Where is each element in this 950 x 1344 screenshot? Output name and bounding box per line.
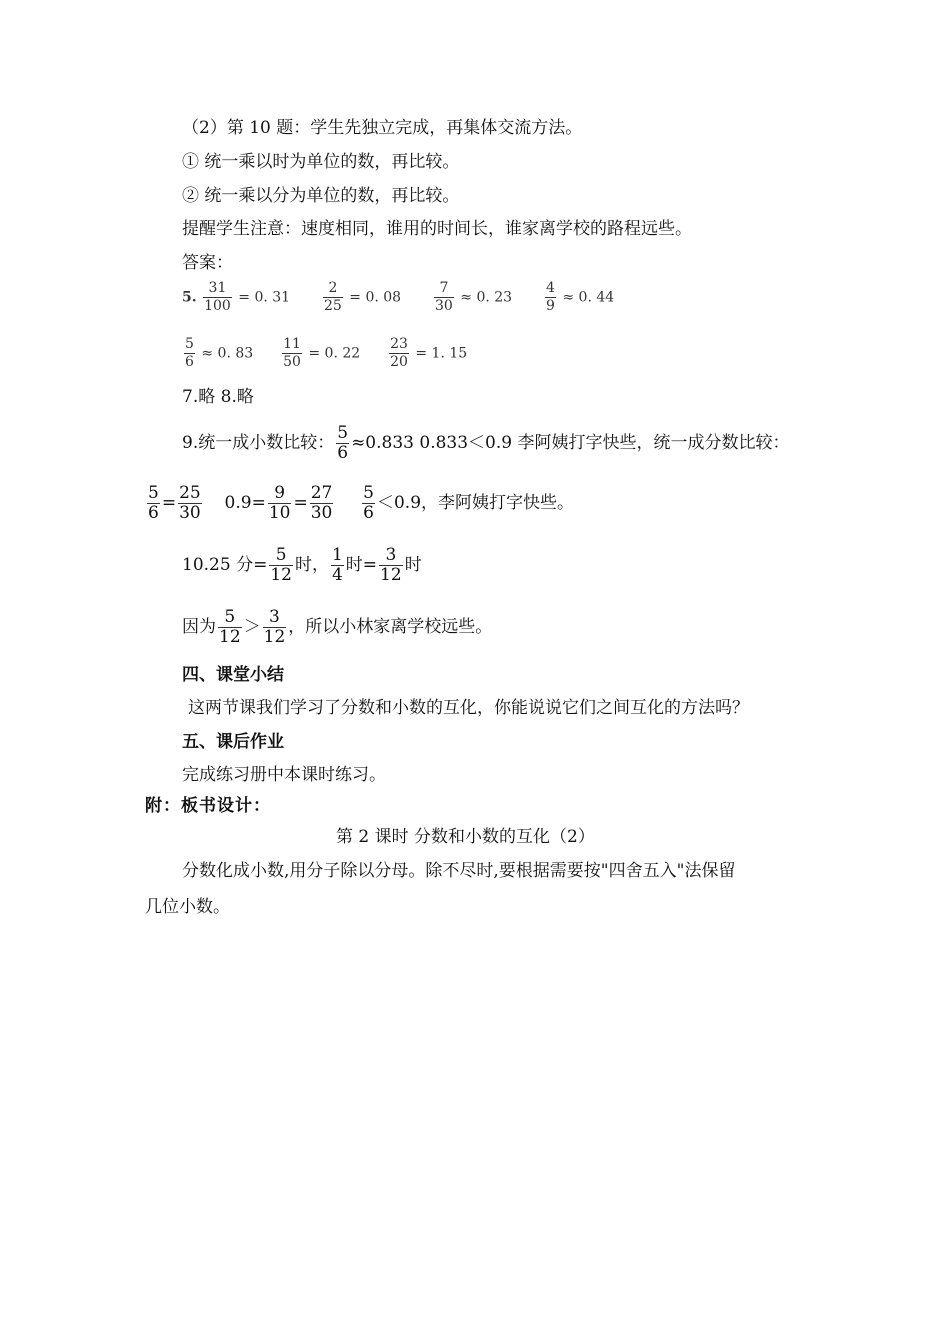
- relation: ≈ 0. 23: [460, 289, 513, 306]
- text: 时=: [345, 555, 378, 575]
- answer-9-line-2: [145, 484, 574, 523]
- text: 9.统一成小数比较：: [182, 433, 335, 453]
- appendix-subtitle: 第 2 课时 分数和小数的互化（2）: [336, 827, 595, 847]
- reminder-line: 提醒学生注意：速度相同，谁用的时间长，谁家离学校的路程远些。: [182, 219, 692, 239]
- because-line: [182, 608, 492, 647]
- answer-5-label: 5.: [182, 289, 197, 306]
- fraction: $\frac{5}{12}$: [219, 607, 241, 647]
- fraction: $\frac{5}{12}$: [270, 545, 292, 585]
- text: =: [161, 493, 177, 513]
- text: 时，: [294, 555, 329, 575]
- answer-5-row-1: [182, 280, 614, 315]
- answer-heading: 答案：: [182, 253, 233, 273]
- q10-line: （2）第 10 题：学生先独立完成，再集体交流方法。: [182, 118, 583, 138]
- fraction: $\frac{9}{10}$: [268, 483, 291, 523]
- appendix-line-1: 分数化成小数,用分子除以分母。除不尽时,要根据需要按"四舍五入"法保留: [182, 861, 736, 881]
- fraction: $\frac{2}{25}$: [323, 280, 342, 314]
- text: 时: [404, 555, 422, 575]
- fraction: $\frac{5}{6}$: [148, 483, 159, 523]
- method-2-line: ② 统一乘以分为单位的数，再比较。: [182, 186, 460, 206]
- fraction: $\frac{27}{30}$: [310, 483, 333, 523]
- text: ＜0.9，李阿姨打字快些。: [376, 493, 575, 513]
- text: =: [293, 493, 308, 513]
- answer-10-line: [182, 546, 422, 585]
- fraction: $\frac{5}{6}$: [185, 336, 194, 370]
- relation: = 0. 22: [308, 345, 361, 362]
- relation: ≈ 0. 44: [562, 289, 615, 306]
- section-4-title: 四、课堂小结: [182, 665, 284, 685]
- section-5-title: 五、课后作业: [182, 732, 284, 752]
- answer-5-row-2: [182, 336, 467, 371]
- fraction: $\frac{3}{12}$: [263, 607, 286, 647]
- relation: = 0. 08: [349, 289, 402, 306]
- text: ，所以小林家离学校远些。: [288, 617, 493, 637]
- relation: = 0. 31: [238, 289, 291, 306]
- text: 因为: [182, 617, 216, 637]
- text: ≈0.833 0.833＜0.9 李阿姨打字快些，统一成分数比较：: [351, 433, 790, 453]
- relation: = 1. 15: [415, 345, 468, 362]
- fraction: $\frac{23}{20}$: [390, 336, 408, 370]
- fraction: $\frac{7}{30}$: [434, 280, 453, 314]
- answer-7-8: 7.略 8.略: [182, 387, 254, 407]
- relation: ≈ 0. 83: [201, 345, 254, 362]
- text: 0.9=: [224, 493, 266, 513]
- fraction: $\frac{31}{100}$: [204, 280, 231, 314]
- answer-9-line-1: [182, 424, 789, 463]
- section-4-text: 这两节课我们学习了分数和小数的互化，你能说说它们之间互化的方法吗？: [188, 698, 749, 718]
- appendix-title: 附：板书设计：: [145, 796, 271, 816]
- text: 10.25 分=: [182, 555, 268, 575]
- section-5-text: 完成练习册中本课时练习。: [182, 765, 386, 785]
- appendix-line-2: 几位小数。: [145, 897, 230, 917]
- method-1-line: ① 统一乘以时为单位的数，再比较。: [182, 152, 460, 172]
- fraction: $\frac{1}{4}$: [331, 545, 343, 585]
- text: ＞: [243, 617, 261, 637]
- fraction: $\frac{25}{30}$: [179, 483, 201, 523]
- fraction: $\frac{11}{50}$: [283, 336, 301, 370]
- fraction: $\frac{5}{6}$: [337, 423, 349, 463]
- fraction: $\frac{4}{9}$: [545, 280, 555, 314]
- fraction: $\frac{3}{12}$: [380, 545, 402, 585]
- fraction: $\frac{5}{6}$: [363, 483, 374, 523]
